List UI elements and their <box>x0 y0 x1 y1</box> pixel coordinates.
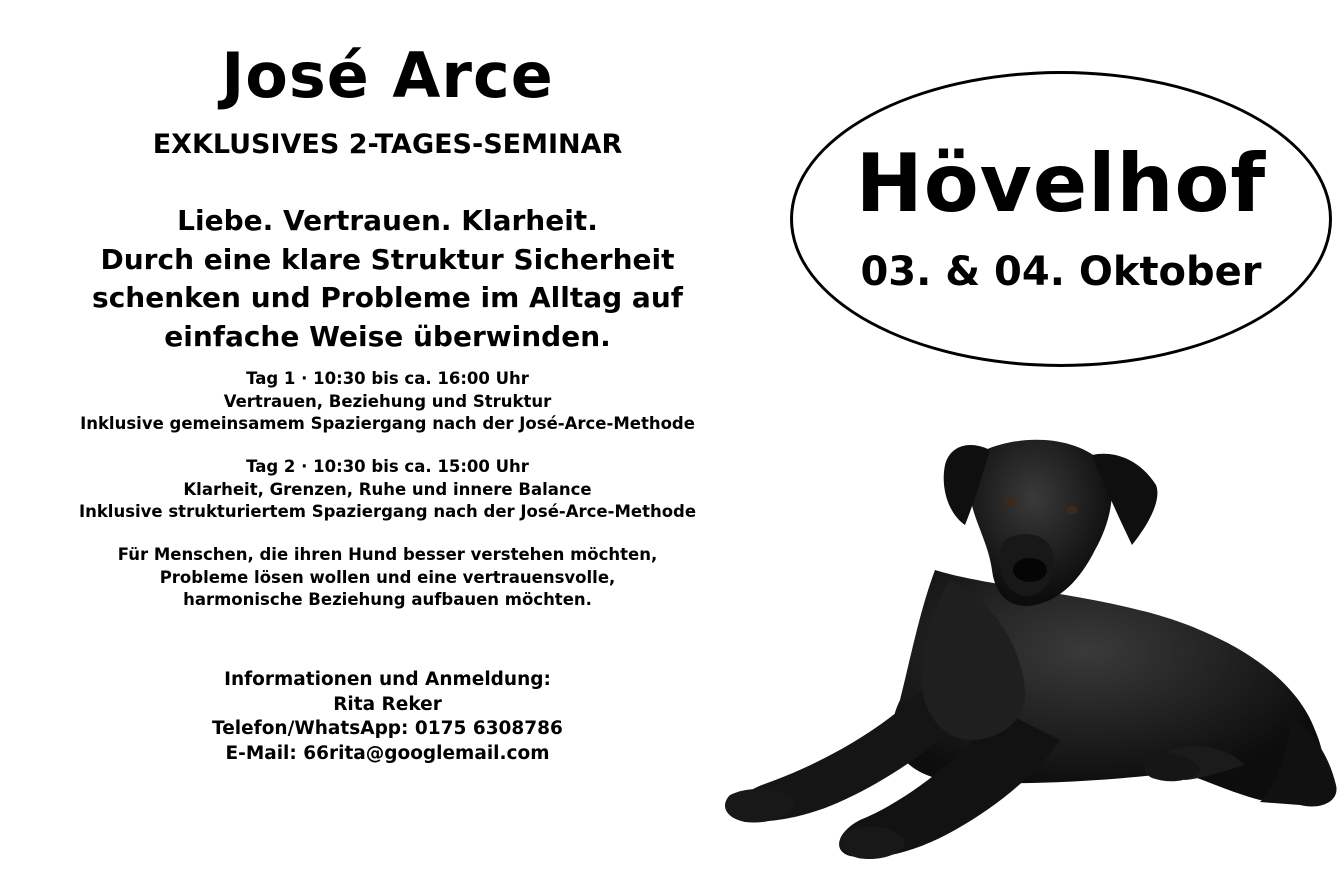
day-1-note: Inklusive gemeinsamem Spaziergang nach der José-Arce-Methode <box>80 414 695 433</box>
seminar-subtitle: EXKLUSIVES 2-TAGES-SEMINAR <box>152 129 623 160</box>
target-audience <box>0 544 775 612</box>
audience-line: Für Menschen, die ihren Hund besser verstehen möchten, <box>117 545 658 564</box>
location-name: Hövelhof <box>855 137 1267 230</box>
dog-eye-right <box>1066 506 1078 515</box>
black-dog-image <box>700 420 1341 892</box>
day-2-note: Inklusive strukturiertem Spaziergang nach der José-Arce-Methode <box>78 502 697 521</box>
seminar-title: José Arce <box>221 39 554 112</box>
location-date-ellipse <box>790 71 1332 367</box>
day-2-topic: Klarheit, Grenzen, Ruhe und innere Balance <box>183 479 592 499</box>
contact-heading: Informationen und Anmeldung: <box>224 669 551 690</box>
day-1-topic: Vertrauen, Beziehung und Struktur <box>223 391 552 411</box>
dog-nose <box>1013 558 1047 582</box>
headline-line: Liebe. Vertrauen. Klarheit. <box>177 204 598 237</box>
contact-info <box>0 668 775 766</box>
audience-line: harmonische Beziehung aufbauen möchten. <box>183 590 592 609</box>
headline-line: einfache Weise überwinden. <box>164 319 611 353</box>
audience-line: Probleme lösen wollen und eine vertrauensvolle, <box>159 567 616 587</box>
seminar-headline <box>0 202 775 356</box>
headline-line: Durch eine klare Struktur Sicherheit <box>100 242 675 276</box>
contact-phone: Telefon/WhatsApp: 0175 6308786 <box>212 718 563 739</box>
day-2-time: Tag 2 · 10:30 bis ca. 15:00 Uhr <box>246 457 529 476</box>
day-1-time: Tag 1 · 10:30 bis ca. 16:00 Uhr <box>246 369 529 388</box>
event-dates: 03. & 04. Oktober <box>860 249 1262 295</box>
headline-line: schenken und Probleme im Alltag auf <box>92 281 683 314</box>
contact-name: Rita Reker <box>333 693 442 715</box>
day-1-schedule <box>0 368 775 436</box>
dog-eye-left <box>1004 498 1016 507</box>
contact-email: E-Mail: 66rita@googlemail.com <box>225 742 550 764</box>
day-2-schedule <box>0 456 775 524</box>
